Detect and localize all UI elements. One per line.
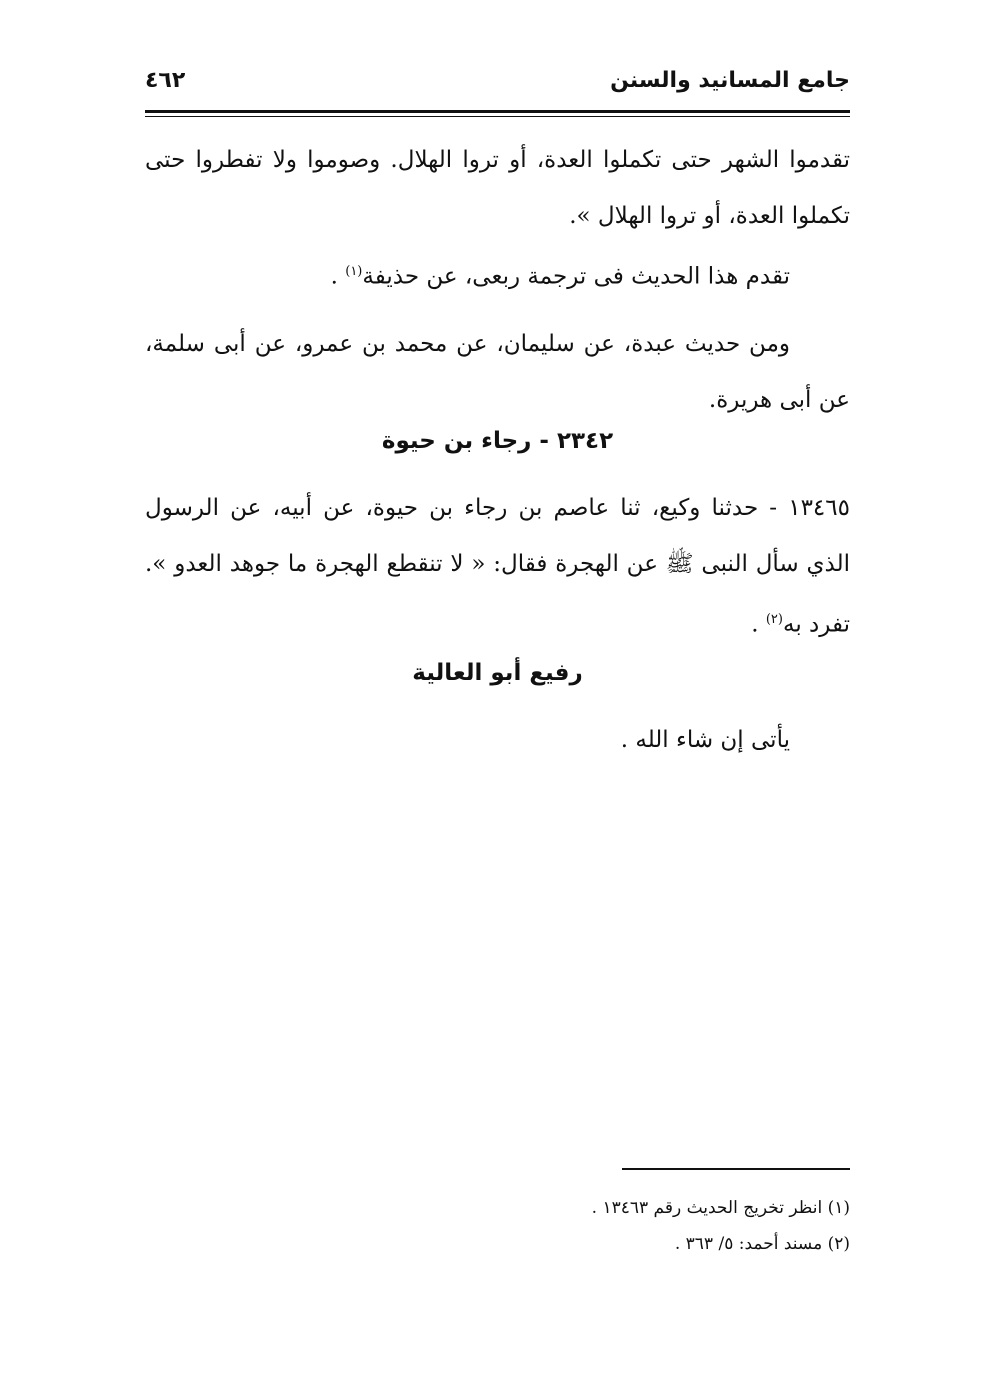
hadith-text: ١٣٤٦٥ - حدثنا وكيع، ثنا عاصم بن رجاء بن حيوة، عن أبيه، عن الرسول الذي سأل النبى ﷺ عن الهجرة فقال: « لا تنقطع الهجرة ما جوهد العدو ». تفرد به xyxy=(145,495,850,638)
paragraph-chain xyxy=(145,316,850,428)
footnote-2: (٢) مسند أحمد: ٥/ ٣٦٣ . xyxy=(674,1234,850,1254)
footnote-marker-2: (٢) xyxy=(765,612,783,627)
footnote-marker-1: (١) xyxy=(345,264,363,279)
section-heading: ٢٣٤٢ - رجاء بن حيوة xyxy=(381,428,614,454)
paragraph-end: . xyxy=(330,263,338,290)
footnote-1: (١) انظر تخريج الحديث رقم ١٣٤٦٣ . xyxy=(591,1198,850,1218)
closing-line: يأتى إن شاء الله . xyxy=(620,727,790,753)
paragraph-cross-reference xyxy=(145,244,850,305)
footnote-rule xyxy=(622,1168,850,1170)
paragraph-text: تقدم هذا الحديث فى ترجمة ربعى، عن حذيفة xyxy=(362,263,790,290)
section-heading-2: رفيع أبو العالية xyxy=(412,660,583,686)
footnotes xyxy=(145,1190,850,1262)
hadith-end: . xyxy=(751,611,759,638)
page-number: ٤٦٢ xyxy=(145,68,186,93)
paragraph-continuation: تقدموا الشهر حتى تكملوا العدة، أو تروا الهلال. وصوموا ولا تفطروا حتى تكملوا العدة، أو تروا الهلال ». xyxy=(145,147,850,229)
hadith-paragraph xyxy=(145,480,850,653)
header-rule xyxy=(145,110,850,113)
book-title: جامع المسانيد والسنن xyxy=(610,68,850,93)
header-rule-thin xyxy=(145,116,850,117)
page-header xyxy=(145,62,850,108)
paragraph-text: ومن حديث عبدة، عن سليمان، عن محمد بن عمرو، عن أبى سلمة، عن أبى هريرة. xyxy=(145,331,850,413)
